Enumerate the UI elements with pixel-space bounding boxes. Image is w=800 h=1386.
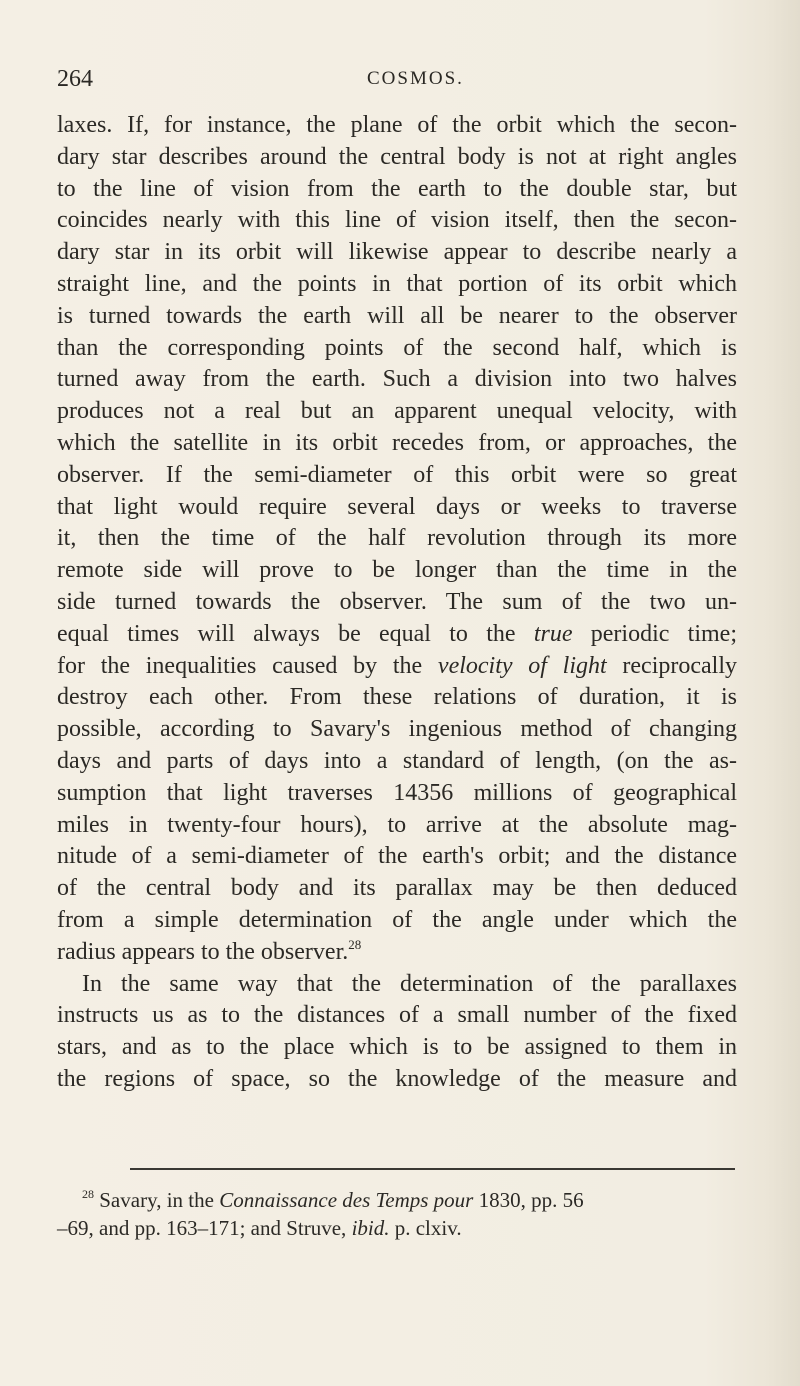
text-segment: radius appears to the observer. xyxy=(57,938,349,965)
page-header xyxy=(57,66,737,102)
body-text xyxy=(57,110,737,1096)
text-segment: Savary, in the xyxy=(94,1188,220,1212)
text-line: laxes. If, for instance, the plane of the orbit which the secon- xyxy=(57,112,737,138)
text-segment: –69, and pp. 163–171; and Struve, xyxy=(57,1216,352,1240)
text-line: observer. If the semi-diameter of this orbit were so great xyxy=(57,461,737,488)
text-segment: for the inequalities caused by the xyxy=(57,652,438,679)
text-line: that light would require several days or weeks to traverse xyxy=(57,493,737,520)
italic-true: true xyxy=(533,620,573,647)
text-line-true xyxy=(57,619,737,651)
text-line: sumption that light traverses 14356 millions of geographical xyxy=(57,779,737,806)
footnote-divider xyxy=(130,1168,735,1170)
text-segment: equal times will always be equal to the xyxy=(57,620,534,647)
text-line: straight line, and the points in that portion of its orbit which xyxy=(57,270,737,297)
italic-title: Connaissance des Temps pour xyxy=(219,1188,474,1212)
italic-velocity-of-light: velocity of light xyxy=(437,652,607,679)
text-line: from a simple determination of the angle under which the xyxy=(57,906,737,933)
footnote xyxy=(57,1186,735,1242)
text-line: miles in twenty-four hours), to arrive at the absolute mag- xyxy=(57,811,737,838)
text-segment: periodic time; xyxy=(572,620,738,647)
text-line-paragraph-start: In the same way that the determination of the parallaxes xyxy=(82,970,737,997)
text-line: side turned towards the observer. The sum of the two un- xyxy=(57,588,737,615)
text-segment: p. clxiv. xyxy=(389,1216,462,1240)
text-line: destroy each other. From these relations of duration, it is xyxy=(57,684,737,711)
text-line-velocity xyxy=(57,651,737,683)
italic-ibid: ibid. xyxy=(351,1216,390,1240)
text-line: dary star describes around the central body is not at right angles xyxy=(57,143,737,170)
text-line: than the corresponding points of the second half, which is xyxy=(57,334,737,361)
footnote-line xyxy=(82,1186,735,1214)
footnote-line xyxy=(57,1214,735,1242)
footnote-reference[interactable]: 28 xyxy=(348,936,362,952)
text-line: nitude of a semi-diameter of the earth's orbit; and the distance xyxy=(57,843,737,870)
text-line: of the central body and its parallax may be then deduced xyxy=(57,875,737,902)
text-line: days and parts of days into a standard of length, (on the as- xyxy=(57,747,737,774)
text-line-paragraph-end xyxy=(57,937,737,969)
text-line: possible, according to Savary's ingenious method of changing xyxy=(57,716,737,743)
text-line: instructs us as to the distances of a small number of the fixed xyxy=(57,1002,737,1029)
text-line: it, then the time of the half revolution through its more xyxy=(57,525,737,552)
text-line: to the line of vision from the earth to the double star, but xyxy=(57,175,737,202)
text-line: remote side will prove to be longer than the time in the xyxy=(57,557,737,584)
text-line: coincides nearly with this line of vision itself, then the secon- xyxy=(57,207,737,234)
text-line: dary star in its orbit will likewise appear to describe nearly a xyxy=(57,239,737,266)
page-number: 264 xyxy=(57,66,93,92)
text-line: the regions of space, so the knowledge of the measure and xyxy=(57,1065,737,1092)
text-line: which the satellite in its orbit recedes from, or approaches, the xyxy=(57,429,737,456)
footnote-number: 28 xyxy=(82,1187,94,1201)
text-line: is turned towards the earth will all be nearer to the observer xyxy=(57,302,737,329)
text-line: stars, and as to the place which is to be assigned to them in xyxy=(57,1034,737,1061)
text-line: produces not a real but an apparent unequal velocity, with xyxy=(57,398,737,425)
text-segment: reciprocally xyxy=(606,652,737,679)
running-head: COSMOS. xyxy=(367,68,464,89)
text-line: turned away from the earth. Such a division into two halves xyxy=(57,366,737,393)
text-segment: 1830, pp. 56 xyxy=(473,1188,584,1212)
